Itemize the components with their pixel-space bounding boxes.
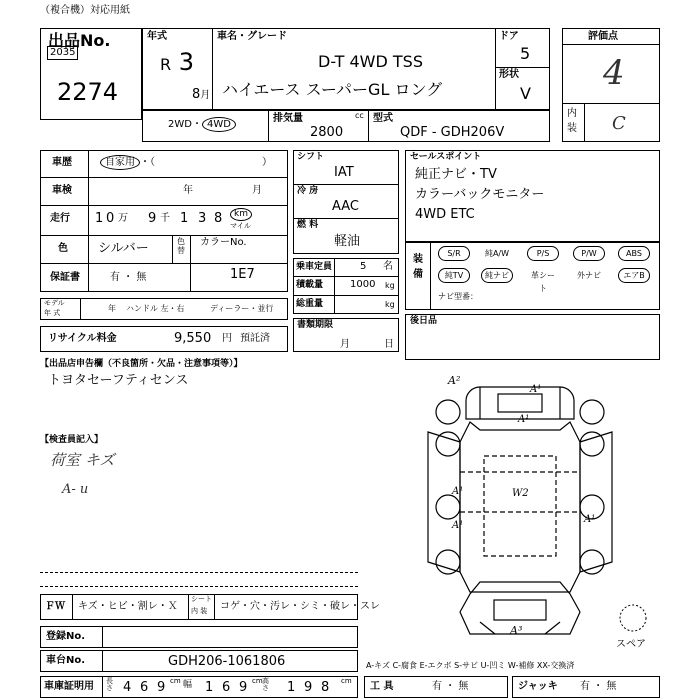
inspector-line-1: 荷室 キズ xyxy=(50,451,115,469)
diagram-mark-2: A¹ xyxy=(518,414,530,425)
ac-value: AAC xyxy=(332,199,359,214)
shape-label: 形状 xyxy=(499,69,519,80)
navi-model-label: ナビ型番： xyxy=(438,292,478,301)
equipment-label-2: 備 xyxy=(413,269,423,280)
lot-stamp: 2035 xyxy=(47,46,78,60)
rear-input-label: 後日品 xyxy=(410,316,438,326)
load-unit: kg xyxy=(385,281,395,290)
mileage-d4: 1 xyxy=(180,211,189,226)
cert-width-label: 幅 xyxy=(183,680,193,690)
diagram-mark-4: W2 xyxy=(512,488,529,499)
month-value: 8 xyxy=(192,87,201,102)
model-name: ハイエース スーパーGL ロング xyxy=(222,80,443,99)
model-year-label-1: モデル xyxy=(44,299,65,307)
notes-value: トヨタセーフティセンス xyxy=(48,373,189,388)
mileage-label: 走行 xyxy=(50,213,70,224)
mileage-unit-km: km xyxy=(230,208,252,221)
recycle-value: 9,550 xyxy=(174,331,212,346)
color-code: 1E7 xyxy=(230,267,255,282)
color-no-label: カラーNo. xyxy=(200,237,247,248)
chassis-value: GDH206-1061806 xyxy=(168,654,286,669)
capacity-value: 5 xyxy=(360,261,367,272)
damage-legend: A-キズ C-腐食 E-エクボ S-サビ U-凹ミ W-補修 XX-交換済 xyxy=(366,661,575,670)
shift-label: シフト xyxy=(297,152,325,162)
doors-value: 5 xyxy=(520,44,531,63)
cert-length-3: 9 xyxy=(157,680,166,695)
drive-2wd: 2WD xyxy=(168,119,192,130)
mileage-unit-sen: 千 xyxy=(160,213,170,224)
model-year-unit: 年 xyxy=(108,304,116,313)
chassis-label: 車台No. xyxy=(46,655,86,666)
fw-label: ＦＷ xyxy=(45,601,65,612)
lot-number: 2274 xyxy=(57,78,119,106)
cert-height-3: 8 xyxy=(321,680,330,695)
sales-label: セールスポイント xyxy=(410,152,482,162)
mileage-unit-man: 万 xyxy=(118,213,128,224)
drive-dot: ・ xyxy=(191,119,202,130)
color-value: シルバー xyxy=(98,241,149,256)
mileage-unit-mile: マイル xyxy=(230,222,251,230)
seat-label-1: シート xyxy=(191,595,212,603)
ac-label: 冷 房 xyxy=(297,186,319,196)
inspection-year-unit: 年 xyxy=(183,185,193,196)
diagram-mark-6: A¹ xyxy=(584,514,596,525)
jack-label: ジャッキ xyxy=(518,681,558,692)
diagram-mark-7: A¹ xyxy=(530,384,542,395)
cert-width-2: 6 xyxy=(222,680,231,695)
gross-label: 総重量 xyxy=(296,299,324,309)
inspection-label: 車検 xyxy=(52,185,72,196)
shift-value: IAT xyxy=(334,165,354,180)
rating-label: 評価点 xyxy=(588,31,618,42)
inspector-line-2: A- u xyxy=(62,482,89,497)
diagram-mark-3: A¹ xyxy=(452,486,464,497)
load-label: 積載量 xyxy=(296,280,324,290)
cert-width-1: 1 xyxy=(205,680,214,695)
docs-day-unit: 日 xyxy=(384,339,394,350)
color-label: 色 xyxy=(58,243,68,254)
month-unit: 月 xyxy=(200,90,211,101)
warranty-value: 有 ・ 無 xyxy=(110,272,147,283)
cert-height-2: 9 xyxy=(304,680,313,695)
registration-label: 登録No. xyxy=(46,631,86,642)
color-change-label: 色替 xyxy=(177,237,185,255)
cert-length-label: 長さ xyxy=(106,677,113,692)
mileage-d5: 3 xyxy=(198,211,207,226)
mileage-d2: 0 xyxy=(106,211,115,226)
cert-width-3: 9 xyxy=(239,680,248,695)
interior-score: C xyxy=(612,113,626,134)
history-label: 車歴 xyxy=(52,157,72,168)
equip-abs: ABS xyxy=(618,246,650,261)
era: R xyxy=(160,55,172,74)
load-value: 1000 xyxy=(350,279,376,290)
interior-label-1: 内 xyxy=(567,108,577,119)
equip-genuine-tv: 純TV xyxy=(438,268,470,283)
history-value: 自家用 xyxy=(100,155,140,170)
displacement-value: 2800 xyxy=(310,125,344,140)
docs-label: 書類期限 xyxy=(297,320,334,330)
diagram-mark-1: A² xyxy=(448,374,461,387)
handle-value: ハンドル 左・右 xyxy=(126,304,185,313)
equip-leather-seats: 革シート xyxy=(531,271,555,293)
equip-airbag: エアB xyxy=(618,268,650,283)
year-label: 年式 xyxy=(147,31,167,42)
sales-line-3: 4WD ETC xyxy=(415,207,475,222)
doors-label: ドア xyxy=(499,31,519,42)
dealer-value: ディーラー・並行 xyxy=(210,304,274,313)
docs-month-unit: 月 xyxy=(340,339,350,350)
recycle-label: リサイクル料金 xyxy=(48,333,117,344)
gross-unit: kg xyxy=(385,300,395,309)
shape-value: V xyxy=(520,84,531,103)
history-paren-close: ） xyxy=(262,157,272,168)
displacement-unit: cc xyxy=(355,111,364,120)
cert-length-1: 4 xyxy=(123,680,132,695)
spare-label: スペア xyxy=(616,639,646,650)
capacity-unit: 名 xyxy=(383,261,393,272)
equip-sunroof: S/R xyxy=(438,246,470,261)
diagram-mark-8: A³ xyxy=(510,624,523,637)
model-label: 車名・グレード xyxy=(217,31,287,42)
equip-genuine-navi: 純ナビ xyxy=(481,268,513,283)
equip-alloy-wheels: 純A/W xyxy=(484,249,510,258)
seat-label-2: 内 装 xyxy=(191,607,208,615)
inspection-month-unit: 月 xyxy=(252,185,262,196)
model-year-label-2: 年 式 xyxy=(44,309,61,317)
notes-label: 【出品店申告欄（不良箇所・欠品・注意事項等）】 xyxy=(40,359,243,369)
year-value: 3 xyxy=(178,48,195,76)
interior-label-2: 装 xyxy=(567,123,577,134)
equip-aftermarket-navi: 外ナビ xyxy=(577,271,601,280)
rear-input-box xyxy=(405,314,660,360)
tools-value: 有 ・ 無 xyxy=(432,681,469,692)
sales-line-1: 純正ナビ・TV xyxy=(415,167,497,182)
warranty-label: 保証書 xyxy=(50,272,80,283)
diagram-mark-5: A¹ xyxy=(452,520,464,531)
lot-label: 出品No. xyxy=(48,31,111,50)
cert-width-unit: cm xyxy=(252,677,263,685)
cert-height-1: 1 xyxy=(287,680,296,695)
registration-box xyxy=(40,626,358,648)
interior-items: コゲ・穴・汚レ・シミ・破レ・スレ xyxy=(220,601,380,612)
model-code-value: QDF - GDH206V xyxy=(400,125,505,140)
spare-tire-icon xyxy=(618,602,648,634)
sales-line-2: カラーバックモニター xyxy=(415,187,545,202)
recycle-status: 預託済 xyxy=(240,333,270,344)
displacement-label: 排気量 xyxy=(273,113,303,124)
car-damage-diagram xyxy=(420,372,620,642)
form-subtitle: （複合機）対応用紙 xyxy=(40,5,130,16)
cert-length-unit: cm xyxy=(170,677,181,685)
equip-power-windows: P/W xyxy=(573,246,605,261)
cert-length-2: 6 xyxy=(140,680,149,695)
cert-height-unit: cm xyxy=(341,677,352,685)
mileage-d1: 1 xyxy=(95,211,104,226)
model-code-label: 型式 xyxy=(373,113,393,124)
cert-height-label: 高さ xyxy=(262,677,269,692)
rating-score: 4 xyxy=(603,53,625,93)
equip-power-steering: P/S xyxy=(527,246,559,261)
drive-4wd: 4WD xyxy=(202,117,236,132)
fuel-value: 軽油 xyxy=(334,234,361,249)
fuel-label: 燃 料 xyxy=(297,220,319,230)
grade-value: D-T 4WD TSS xyxy=(318,52,423,71)
cert-label: 車庫証明用 xyxy=(44,681,94,692)
jack-value: 有 ・ 無 xyxy=(580,681,617,692)
tools-label: 工 具 xyxy=(370,681,394,692)
fw-items: キズ・ヒビ・割レ・Ｘ xyxy=(78,601,178,612)
equipment-label-1: 装 xyxy=(413,254,423,265)
mileage-d3: 9 xyxy=(148,211,157,226)
capacity-label: 乗車定員 xyxy=(296,262,333,272)
mileage-d6: 8 xyxy=(214,211,223,226)
history-paren-open: ・（ xyxy=(140,157,155,168)
recycle-unit: 円 xyxy=(222,333,232,344)
inspector-label: 【検査員記入】 xyxy=(40,435,104,445)
